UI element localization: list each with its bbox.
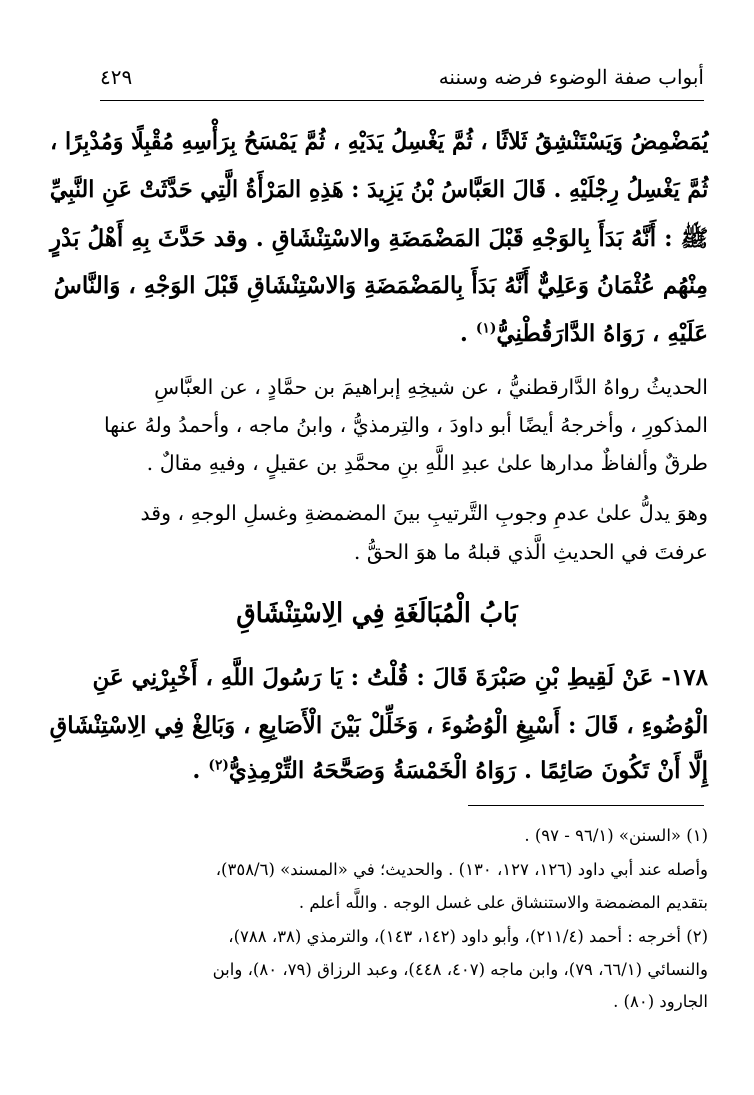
footnote-line: الجارود (٨٠) . (613, 992, 708, 1011)
commentary-line: المذكورِ ، وأخرجهُ أيضًا أبو داودَ ، والتِرمذيُّ ، وابنُ ماجه ، وأحمدُ ولهُ عنها (103, 413, 708, 437)
header-rule (100, 100, 704, 101)
hadith-line: ثُمَّ يَغْسِلُ رِجْلَيْهِ . قَالَ العَبَّاسُ بْنُ يَزِيدَ : هَذِهِ المَرْأَةُ الَّتِي حَدَّثَتْ عَنِ النَّبِيِّ (49, 176, 708, 203)
commentary-line: عرفتَ في الحديثِ الَّذي قبلهُ ما هوَ الحقُّ . (353, 540, 708, 564)
page-number: ٤٢٩ (100, 65, 133, 89)
footnote-ref: (١) (475, 320, 497, 337)
hadith-line: عَلَيْهِ ، رَوَاهُ الدَّارَقُطْنِيُّ$^{(١)}$ . (459, 320, 708, 347)
footnote-line: والنسائي (٦٦/١، ٧٩)، وابن ماجه (٤٠٧، ٤٤٨)، وعبد الرزاق (٧٩، ٨٠)، وابن (212, 960, 708, 979)
commentary-line: الحديثُ رواهُ الدَّارقطنيُّ ، عن شيخِهِ إبراهيمَ بن حمَّادٍ ، عن العبَّاسِ (154, 375, 708, 399)
hadith-line: ١٧٨- عَنْ لَقِيطِ بْنِ صَبْرَةَ قَالَ : قُلْتُ : يَا رَسُولَ اللَّهِ ، أَخْبِرْنِي عَنِ (92, 664, 708, 691)
hadith-line-text: عَلَيْهِ ، رَوَاهُ الدَّارَقُطْنِيُّ (496, 320, 708, 347)
footnote-line: (١) «السنن» (٩٦/١ - ٩٧) . (524, 826, 708, 845)
hadith-line: يُمَضْمِضُ وَيَسْتَنْشِقُ ثَلاثًا ، ثُمَّ يَغْسِلُ يَدَيْهِ ، ثُمَّ يَمْسَحُ بِرَأْسِهِ مُقْبِلًا وَمُدْبِرًا ، (49, 128, 708, 155)
footnote-rule (468, 805, 704, 806)
footnote-line: وأصله عند أبي داود (١٢٦، ١٢٧، ١٣٠) . والحديث؛ في «المسند» (٣٥٨/٦)، (215, 860, 708, 879)
hadith-line-text: إِلَّا أَنْ تَكُونَ صَائِمًا . رَوَاهُ الْخَمْسَةُ وَصَحَّحَهُ التِّرْمِذِيُّ (228, 757, 708, 784)
chapter-heading: بَابُ الْمُبَالَغَةِ فِي الِاسْتِنْشَاقِ (236, 598, 518, 629)
footnote-ref: (٢) (208, 757, 229, 774)
page-header (100, 62, 704, 96)
footnote-line: بتقديم المضمضة والاستنشاق على غسل الوجه . واللَّه أعلم . (298, 893, 708, 912)
footnote-line: (٢) أخرجه : أحمد (٢١١/٤)، وأبو داود (١٤٢، ١٤٣)، والترمذي (٣٨، ٧٨٨)، (228, 927, 708, 946)
running-title: أبواب صفة الوضوء فرضه وسننه (438, 65, 704, 89)
hadith-line: إِلَّا أَنْ تَكُونَ صَائِمًا . رَوَاهُ الْخَمْسَةُ وَصَحَّحَهُ التِّرْمِذِيُّ$^{(٢)}$ . (192, 757, 708, 784)
hadith-line: الْوُضُوءِ ، قَالَ : أَسْبِغِ الْوُضُوءَ ، وَخَلِّلْ بَيْنَ الْأَصَابِعِ ، وَبَالِغْ فِي الِاسْتِنْشَاقِ (49, 712, 708, 739)
commentary-line: وهوَ يدلُّ علىٰ عدمِ وجوبِ التَّرتيبِ بينَ المضمضةِ وغسلِ الوجهِ ، وقد (140, 501, 708, 525)
hadith-line: مِنْهُم عُثْمَانُ وَعَلِيٌّ أَنَّهُ بَدَأَ بِالمَضْمَضَةِ وَالاسْتِنْشَاقِ قَبْلَ الوَجْهِ ، وَالنَّاسُ (53, 272, 708, 299)
commentary-line: طرقٌ وألفاظٌ مدارها علىٰ عبدِ اللَّهِ بنِ محمَّدِ بن عقيلٍ ، وفيهِ مقالٌ . (146, 451, 708, 475)
hadith-line: ﷺ : أَنَّهُ بَدَأَ بِالوَجْهِ قَبْلَ المَضْمَضَةِ والاسْتِنْشَاقِ . وقد حَدَّثَ بِهِ أَهْلُ بَدْرٍ (49, 225, 708, 252)
